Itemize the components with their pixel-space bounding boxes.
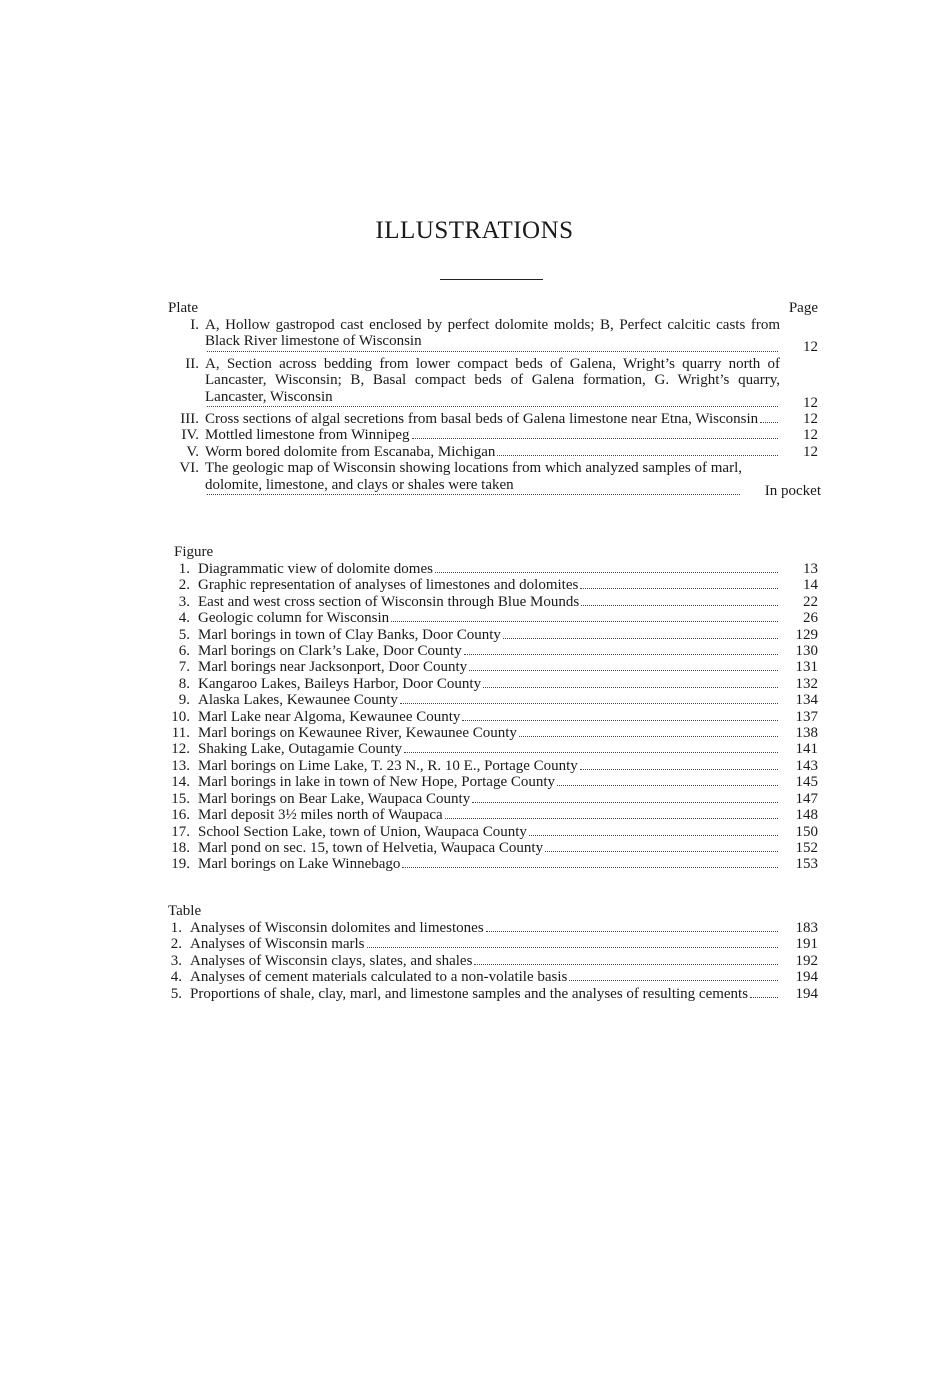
figures-entry-title: Marl borings on Lime Lake, T. 23 N., R. 10 E., Portage County [198,757,578,774]
dot-leader [472,801,778,803]
dot-leader [207,405,778,407]
tables-entry [168,936,820,952]
figures-entry [168,741,820,757]
dot-leader [464,653,778,655]
figures-entry [168,676,820,692]
figures-entry-number: 18. [171,839,190,856]
tables-entry-page: 191 [795,936,818,953]
figures-entry-title: Alaska Lakes, Kewaunee County [198,692,398,709]
dot-leader [497,454,778,456]
figures-entry-title: Marl borings in town of Clay Banks, Door County [198,626,501,643]
dot-leader [367,946,778,948]
figures-entry-title: Marl borings on Bear Lake, Waupaca County [198,790,471,807]
figures-entry-title: East and west cross section of Wisconsin through Blue Mounds [198,593,580,610]
figures-entry-page: 141 [795,741,818,758]
dot-leader [462,719,778,721]
plates-entry-number: IV. [181,427,199,444]
plates-entry-number: V. [186,443,199,460]
dot-leader [445,817,778,819]
dot-leader [503,637,778,639]
dot-leader [545,850,778,852]
dot-leader [435,571,778,573]
plates-entry-number: II. [185,355,199,372]
dot-leader [529,834,778,836]
figures-entry [168,627,820,643]
figures-entry-title: Graphic representation of analyses of limestones and dolomites [198,577,579,594]
figures-entry-number: 2. [178,577,190,594]
figures-entry-number: 16. [171,807,190,824]
dot-leader [557,784,778,786]
figures-list [168,561,820,873]
figures-heading: Figure [174,544,214,560]
figures-entry-page: 152 [795,839,818,856]
figures-entry-number: 14. [171,774,190,791]
figures-entry-page: 148 [795,807,818,824]
tables-entry [168,920,820,936]
tables-entry [168,986,820,1002]
figures-entry-title: Marl borings on Clark’s Lake, Door County [198,643,462,660]
plates-entry-number: I. [190,317,199,333]
figures-entry-page: 22 [803,593,818,610]
plates-entry-title: A, Section across bedding from lower compact beds of Galena, Wright’s quarry north of Lancaster, Wisconsin; B, Basal compact beds of Galena formation, G. Wright’s quarry, Lancaster, Wisconsin [205,355,780,405]
dot-leader [207,350,778,352]
plates-entry-title: The geologic map of Wisconsin showing locations from which analyzed samples of marl, dolomite, limestone, and clays or shales were taken [205,460,742,493]
dot-leader [519,735,778,737]
figures-entry-page: 137 [795,708,818,725]
figures-entry-title: Marl deposit 3½ miles north of Waupaca [198,807,443,824]
dot-leader [750,996,778,998]
figures-entry-page: 134 [795,692,818,709]
figures-entry-page: 26 [803,610,818,627]
figures-entry-number: 7. [178,659,190,676]
figures-entry-page: 14 [803,577,818,594]
figures-entry-number: 9. [178,692,190,709]
plates-section [168,299,820,499]
dot-leader [412,437,778,439]
figures-entry-number: 1. [178,561,190,577]
plates-entry [168,444,820,460]
figures-entry-title: Marl borings in lake in town of New Hope, Portage County [198,774,556,791]
plates-list [168,317,820,499]
tables-entry-number: 5. [170,985,182,1002]
dot-leader [207,493,740,495]
figures-entry [168,791,820,807]
plates-heading: Plate [168,300,198,316]
figures-entry [168,692,820,708]
figures-entry-number: 10. [171,708,190,725]
figures-entry [168,774,820,790]
figures-entry-page: 131 [795,659,818,676]
figures-entry [168,610,820,626]
figures-entry [168,561,820,577]
dot-leader [483,686,778,688]
figures-entry [168,709,820,725]
tables-header [168,902,820,920]
dot-leader [391,620,778,622]
figures-entry-number: 8. [178,675,190,692]
tables-entry-page: 194 [795,985,818,1002]
dot-leader [400,702,778,704]
tables-entry-page: 192 [795,952,818,969]
plates-entry-title: Mottled limestone from Winnipeg [205,427,410,444]
figures-entry-number: 5. [178,626,190,643]
figures-entry-title: Marl pond on sec. 15, town of Helvetia, Waupaca County [198,839,544,856]
dot-leader [569,979,778,981]
figures-entry-page: 153 [795,856,818,873]
plates-header [168,299,820,317]
plates-entry-page: 12 [803,443,818,460]
dot-leader [402,866,778,868]
dot-leader [760,421,778,423]
figures-entry [168,758,820,774]
tables-entry [168,969,820,985]
tables-entry [168,953,820,969]
plates-entry-page: 12 [803,394,818,411]
figures-entry [168,725,820,741]
plates-entry [168,411,820,427]
figures-entry-page: 129 [795,626,818,643]
plates-entry [168,317,820,356]
figures-entry-page: 145 [795,774,818,791]
dot-leader [581,604,778,606]
figures-entry-number: 11. [171,725,190,742]
figures-entry [168,643,820,659]
figures-entry-number: 6. [178,643,190,660]
tables-entry-title: Analyses of cement materials calculated to a non-volatile basis [190,969,568,986]
figures-entry-number: 17. [171,823,190,840]
figures-entry-title: School Section Lake, town of Union, Waupaca County [198,823,527,840]
plates-entry-page: 12 [803,427,818,444]
page-column-heading: Page [788,300,818,316]
plates-entry-title: Cross sections of algal secretions from basal beds of Galena limestone near Etna, Wisconsin [205,411,759,428]
figures-entry-page: 150 [795,823,818,840]
figures-entry-page: 138 [795,725,818,742]
figures-entry-title: Marl Lake near Algoma, Kewaunee County [198,708,461,725]
figures-entry [168,807,820,823]
figures-entry-page: 147 [795,790,818,807]
dot-leader [580,587,778,589]
tables-section [168,902,820,1002]
plates-entry [168,356,820,411]
plates-entry-number: III. [180,411,199,428]
figures-header [168,543,820,561]
tables-entry-number: 3. [170,952,182,969]
plates-entry-number: VI. [179,460,199,477]
tables-entry-number: 4. [170,969,182,986]
figures-entry-number: 19. [171,856,190,873]
figures-entry-title: Geologic column for Wisconsin [198,610,390,627]
title-rule [440,279,543,280]
figures-entry-title: Kangaroo Lakes, Baileys Harbor, Door County [198,675,482,692]
figures-entry-number: 3. [178,593,190,610]
figures-entry-title: Marl borings on Kewaunee River, Kewaunee County [198,725,517,742]
tables-list [168,920,820,1002]
figures-entry [168,594,820,610]
figures-entry-title: Marl borings on Lake Winnebago [198,856,401,873]
figures-entry-page: 132 [795,675,818,692]
figures-entry [168,824,820,840]
tables-entry-page: 194 [795,969,818,986]
figures-entry-title: Diagrammatic view of dolomite domes [198,561,433,577]
tables-entry-number: 2. [170,936,182,953]
figures-entry-number: 4. [178,610,190,627]
dot-leader [404,751,778,753]
tables-entry-title: Proportions of shale, clay, marl, and limestone samples and the analyses of resulting cements [190,985,749,1002]
dot-leader [486,930,778,932]
figures-entry-title: Marl borings near Jacksonport, Door County [198,659,468,676]
tables-entry-number: 1. [170,920,182,936]
figures-entry-number: 13. [171,757,190,774]
figures-entry [168,577,820,593]
figures-entry-page: 13 [803,561,818,577]
figures-entry-number: 12. [171,741,190,758]
tables-entry-page: 183 [795,920,818,936]
plates-entry-page: In pocket [764,482,821,499]
dot-leader [580,768,778,770]
plates-entry-page: 12 [803,411,818,428]
figures-entry [168,840,820,856]
tables-entry-title: Analyses of Wisconsin dolomites and limestones [190,920,484,936]
plates-entry-title: A, Hollow gastropod cast enclosed by perfect dolomite molds; B, Perfect calcitic casts from Black River limestone of Wisconsin [205,317,780,350]
figures-entry-number: 15. [171,790,190,807]
plates-entry [168,460,820,499]
plates-entry [168,427,820,443]
dot-leader [469,669,778,671]
figures-entry [168,856,820,872]
figures-entry-title: Shaking Lake, Outagamie County [198,741,403,758]
figures-section [168,543,820,873]
figures-entry-page: 130 [795,643,818,660]
plates-entry-page: 12 [803,339,818,356]
tables-entry-title: Analyses of Wisconsin clays, slates, and shales [190,952,473,969]
figures-entry-page: 143 [795,757,818,774]
figures-entry [168,659,820,675]
page-title: ILLUSTRATIONS [375,217,574,244]
tables-entry-title: Analyses of Wisconsin marls [190,936,365,953]
dot-leader [474,963,778,965]
plates-entry-title: Worm bored dolomite from Escanaba, Michigan [205,443,496,460]
tables-heading: Table [168,903,202,919]
